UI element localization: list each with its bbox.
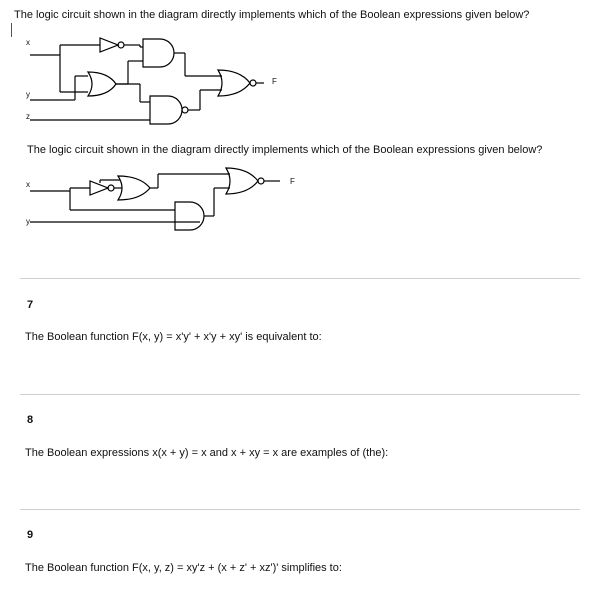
question-2-text: The logic circuit shown in the diagram directly implements which of the Boolean expressions given below? xyxy=(27,144,543,156)
input-label-y-2: y xyxy=(26,217,30,226)
question-1-text: The logic circuit shown in the diagram directly implements which of the Boolean expressions given below? xyxy=(14,9,530,21)
input-label-y: y xyxy=(26,90,30,99)
question-7-text: The Boolean function F(x, y) = x'y' + x'y + xy' is equivalent to: xyxy=(25,331,322,343)
question-8-text: The Boolean expressions x(x + y) = x and x + xy = x are examples of (the): xyxy=(25,447,389,459)
input-label-x-2: x xyxy=(26,180,30,189)
question-number-8: 8 xyxy=(27,414,34,426)
input-label-x: x xyxy=(26,38,30,47)
separator xyxy=(20,509,580,510)
question-number-7: 7 xyxy=(27,299,34,311)
output-label-f: F xyxy=(272,77,277,86)
output-label-f-2: F xyxy=(290,177,295,186)
question-number-9: 9 xyxy=(27,529,34,541)
input-label-z: z xyxy=(26,112,30,121)
separator xyxy=(20,278,580,279)
question-9-text: The Boolean function F(x, y, z) = xy'z + (x + z' + xz')' simplifies to: xyxy=(25,562,342,574)
separator xyxy=(20,394,580,395)
